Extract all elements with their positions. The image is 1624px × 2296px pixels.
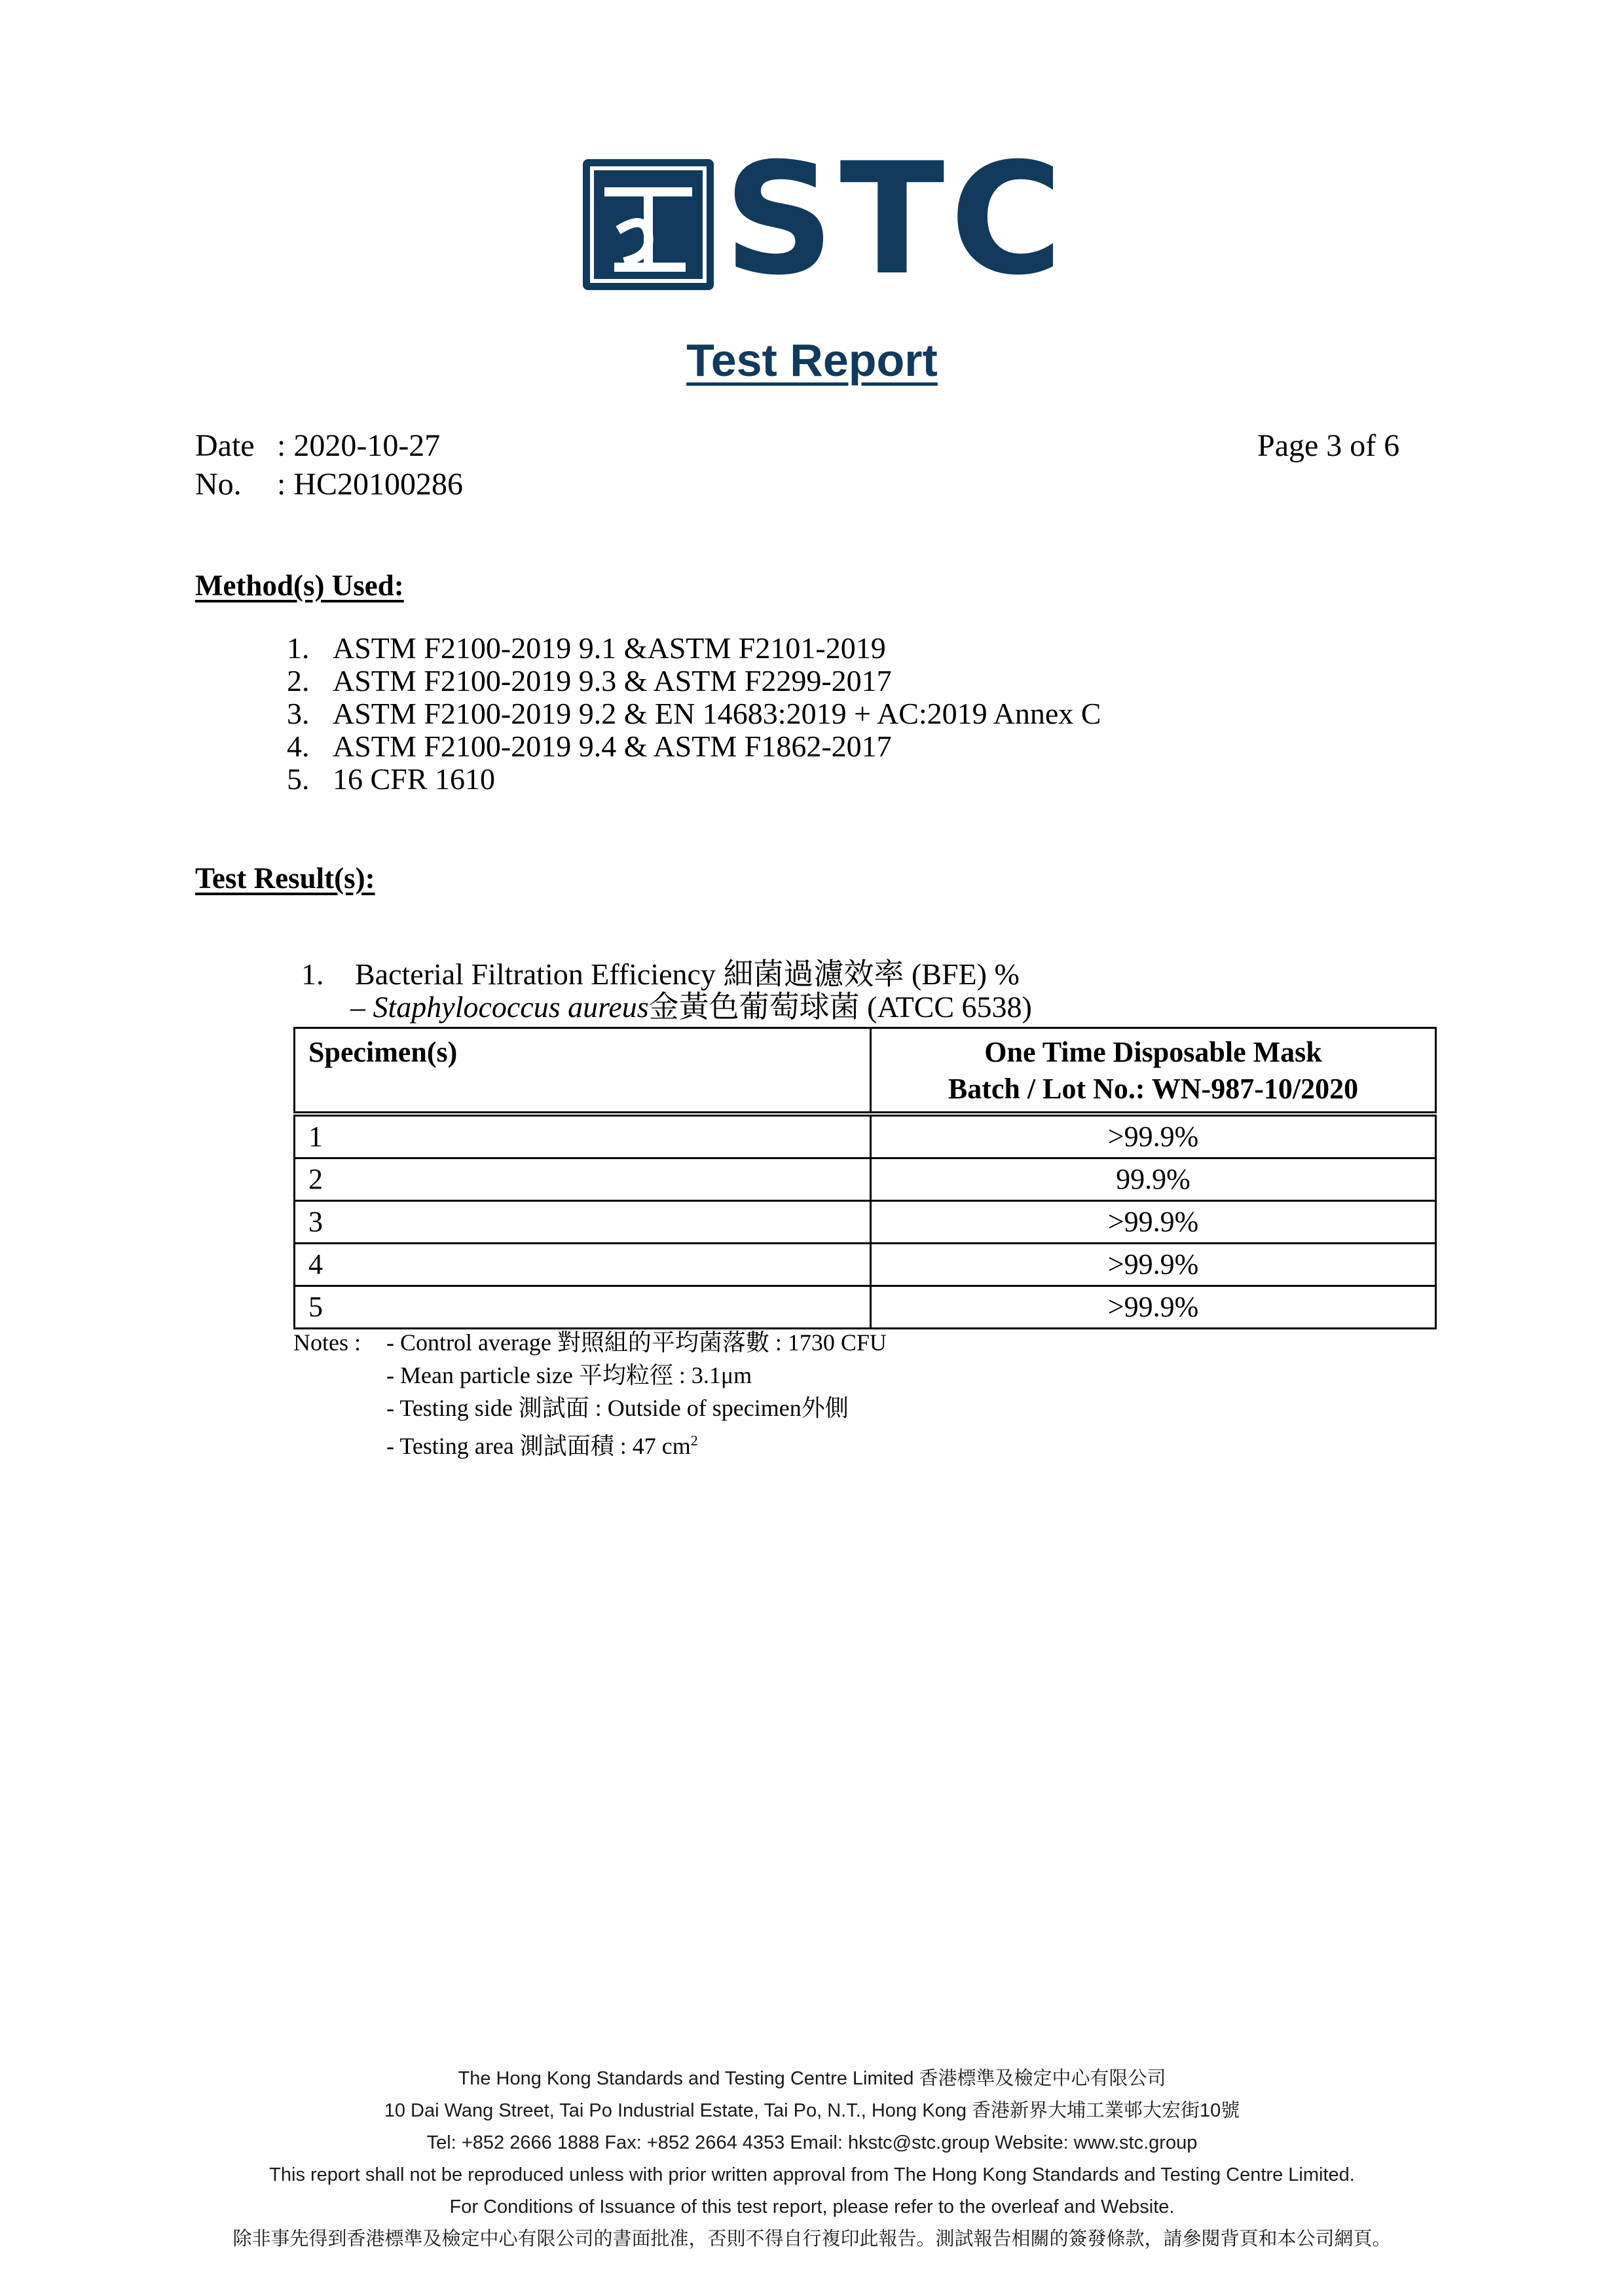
- test1-organism: – Staphylococcus aureus金黃色葡萄球菌 (ATCC 6538): [350, 990, 1032, 1024]
- specimen-cell: 5: [295, 1286, 871, 1329]
- mask-column-header: One Time Disposable Mask Batch / Lot No.: WN-987-10/2020: [871, 1028, 1436, 1115]
- method-item: 5. 16 CFR 1610: [287, 762, 495, 796]
- report-title: Test Report: [686, 335, 938, 386]
- stc-logo: [583, 130, 1069, 309]
- footer-reproduction-notice: This report shall not be reproduced unless with prior written approval from The Hong Kong Standards and Testing Centre Limited.: [269, 2164, 1355, 2185]
- date-label: Date: [195, 428, 255, 463]
- footer-conditions: For Conditions of Issuance of this test report, please refer to the overleaf and Website.: [449, 2196, 1175, 2217]
- methods-list: [287, 632, 1101, 796]
- footer-chinese-notice: 除非事先得到香港標準及檢定中心有限公司的書面批准，否則不得自行複印此報告。測試報告相關的簽發條款，請參閱背頁和本公司網頁。: [232, 2229, 1392, 2250]
- notes-list: [386, 1326, 887, 1462]
- page-number: Page 3 of 6: [1257, 428, 1400, 463]
- table-row: [295, 1201, 1436, 1244]
- table-header-row: [295, 1028, 1436, 1115]
- report-number-value: : HC20100286: [277, 467, 464, 502]
- table-row: [295, 1158, 1436, 1201]
- method-item: 4. ASTM F2100-2019 9.4 & ASTM F1862-2017: [287, 730, 892, 763]
- table-row: [295, 1286, 1436, 1329]
- test1-number: 1.: [301, 957, 324, 991]
- note-item: - Testing side 測試面 : Outside of specimen外側: [386, 1395, 849, 1421]
- footer-contact: Tel: +852 2666 1888 Fax: +852 2664 4353 Email: hkstc@stc.group Website: www.stc.group: [426, 2132, 1198, 2153]
- bfe-value-cell: 99.9%: [871, 1158, 1436, 1201]
- notes-label: Notes :: [293, 1329, 361, 1356]
- specimen-cell: 4: [295, 1244, 871, 1286]
- methods-heading: Method(s) Used:: [195, 569, 404, 602]
- bfe-value-cell: >99.9%: [871, 1244, 1436, 1286]
- table-row: [295, 1114, 1436, 1158]
- logo-wordmark: STC: [724, 130, 1069, 309]
- bfe-value-cell: >99.9%: [871, 1114, 1436, 1158]
- method-item: 1. ASTM F2100-2019 9.1 &ASTM F2101-2019: [287, 631, 886, 665]
- report-number-label: No.: [195, 467, 242, 502]
- date-line: [195, 426, 440, 466]
- table-row: [295, 1244, 1436, 1286]
- test1-title-text: Bacterial Filtration Efficiency 細菌過濾效率 (BFE) %: [355, 957, 1020, 991]
- organism-rest: 金黃色葡萄球菌 (ATCC 6538): [648, 990, 1032, 1024]
- specimen-cell: 3: [295, 1201, 871, 1244]
- bfe-results-table: [293, 1027, 1437, 1329]
- bfe-value-cell: >99.9%: [871, 1286, 1436, 1329]
- footer-company: The Hong Kong Standards and Testing Centre Limited 香港標準及檢定中心有限公司: [458, 2068, 1166, 2089]
- note-item: - Testing area 測試面積 : 47 $cm^2$: [386, 1432, 698, 1459]
- note-item: - Control average 對照組的平均菌落數 : 1730 CFU: [386, 1329, 887, 1356]
- note-item: - Mean particle size 平均粒徑 : 3.1μm: [386, 1362, 752, 1388]
- bfe-value-cell: >99.9%: [871, 1201, 1436, 1244]
- footer: [0, 2063, 1624, 2255]
- specimen-cell: 2: [295, 1158, 871, 1201]
- method-item: 2. ASTM F2100-2019 9.3 & ASTM F2299-2017: [287, 664, 892, 697]
- specimen-column-header: Specimen(s): [295, 1028, 871, 1115]
- specimen-cell: 1: [295, 1114, 871, 1158]
- area-superscript: 2: [690, 1432, 698, 1449]
- report-number-line: [195, 465, 463, 504]
- test1-title: [301, 958, 1020, 991]
- date-value: : 2020-10-27: [277, 428, 441, 463]
- results-heading: Test Result(s):: [195, 862, 375, 895]
- organism-italic: Staphylococcus aureus: [373, 990, 649, 1024]
- footer-address: 10 Dai Wang Street, Tai Po Industrial Estate, Tai Po, N.T., Hong Kong 香港新界大埔工業邨大宏街10號: [384, 2100, 1240, 2121]
- method-item: 3. ASTM F2100-2019 9.2 & EN 14683:2019 + AC:2019 Annex C: [287, 697, 1101, 730]
